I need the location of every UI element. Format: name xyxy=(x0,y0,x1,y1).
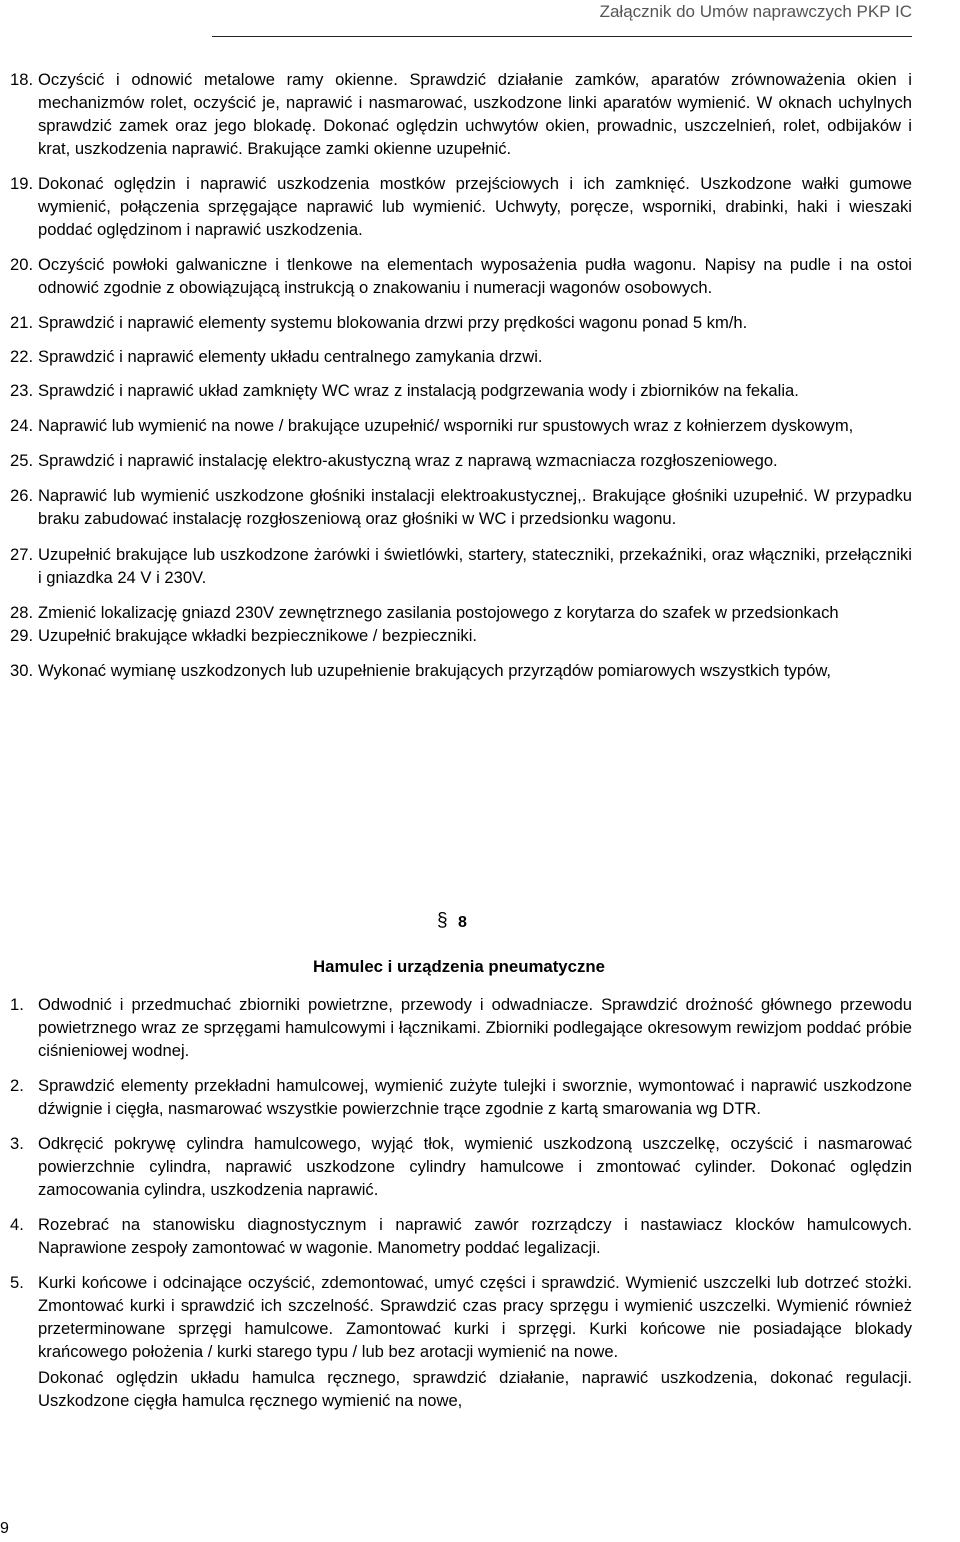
item-number: 22. xyxy=(10,347,34,366)
item-text: Sprawdzić i naprawić elementy systemu blokowania drzwi przy prędkości wagonu ponad 5 km/h. xyxy=(38,313,748,332)
item-text: Sprawdzić i naprawić elementy układu centralnego zamykania drzwi. xyxy=(38,347,543,366)
item-text: Oczyścić i odnowić metalowe ramy okienne. Sprawdzić działanie zamków, aparatów zrównoważenia okien i mechanizmów rolet, oczyścić je, naprawić i nasmarować, uszkodzone linki aparatów wymienić. W oknach uchylnych sprawdzić zamek oraz jego blokadę. Dokonać oględzin uchwytów okien, prowadnic, uszczelnień, rolet, odbijaków i krat, uszkodzenia naprawić. Brakujące zamki okienne uzupełnić. xyxy=(38,70,912,158)
item-number: 20. xyxy=(10,255,34,274)
item-number: 28. xyxy=(10,603,34,622)
item-number: 26. xyxy=(10,486,34,505)
list-item xyxy=(0,345,960,368)
list-item xyxy=(0,253,960,299)
item-text: Sprawdzić i naprawić instalację elektro-akustyczną wraz z naprawą wzmacniacza rozgłoszeniowego. xyxy=(38,451,778,470)
item-number: 23. xyxy=(10,381,34,400)
item-number: 30. xyxy=(10,661,34,680)
item-text: Dokonać oględzin i naprawić uszkodzenia mostków przejściowych i ich zamknięć. Uszkodzone wałki gumowe wymienić, połączenia sprzęgające naprawić lub wymienić. Uchwyty, poręcze, wsporniki, drabinki, haki i wieszaki poddać oględzinom i naprawić uszkodzenia. xyxy=(38,174,912,239)
item-number: 19. xyxy=(10,174,34,193)
item-number: 3. xyxy=(10,1134,24,1153)
item-text: Naprawić lub wymienić na nowe / brakujące uzupełnić/ wsporniki rur spustowych wraz z kołnierzem dyskowym, xyxy=(38,416,854,435)
list-item xyxy=(0,484,960,530)
task-list-top xyxy=(0,68,960,682)
list-item xyxy=(0,379,960,402)
item-text: Rozebrać na stanowisku diagnostycznym i naprawić zawór rozrządczy i nastawiacz klocków hamulcowych. Naprawione zespoły zamontować w wagonie. Manometry poddać legalizacji. xyxy=(38,1215,912,1257)
item-number: 29. xyxy=(10,626,34,645)
list-item xyxy=(0,1132,960,1201)
document-body-lower xyxy=(0,993,960,1412)
item-text: Odwodnić i przedmuchać zbiorniki powietrzne, przewody i odwadniacze. Sprawdzić drożność głównego przewodu powietrznego wraz ze sprzęgami hamulcowymi i łącznikami. Zbiorniki podlegające okresowym rewizjom poddać próbie ciśnieniowej wodnej. xyxy=(38,995,912,1060)
list-item xyxy=(0,543,960,589)
item-text: Dokonać oględzin układu hamulca ręcznego, sprawdzić działanie, naprawić uszkodzenia, dokonać regulacji. Uszkodzone cięgła hamulca ręcznego wymienić na nowe, xyxy=(38,1368,912,1410)
list-item xyxy=(0,601,960,624)
item-number: 2. xyxy=(10,1076,24,1095)
item-text: Uzupełnić brakujące lub uszkodzone żarówki i świetlówki, startery, stateczniki, przekaźniki, oraz włączniki, przełączniki i gniazdka 24 V i 230V. xyxy=(38,545,912,587)
item-text: Odkręcić pokrywę cylindra hamulcowego, wyjąć tłok, wymienić uszkodzoną uszczelkę, oczyścić i nasmarować powierzchnie cylindra, naprawić uszkodzone cylindry hamulcowe i zmontować cylinder. Dokonać oględzin zamocowania cylindra, uszkodzenia naprawić. xyxy=(38,1134,912,1199)
item-number: 18. xyxy=(10,70,34,89)
list-item xyxy=(0,311,960,334)
list-item xyxy=(0,68,960,160)
document-body xyxy=(0,68,960,682)
item-number: 24. xyxy=(10,416,34,435)
list-item xyxy=(0,1271,960,1363)
list-item xyxy=(0,449,960,472)
list-item xyxy=(0,1213,960,1259)
item-text: Sprawdzić i naprawić układ zamknięty WC wraz z instalacją podgrzewania wody i zbiorników na fekalia. xyxy=(38,381,799,400)
page-number: 9 xyxy=(0,1520,9,1537)
section-number: 8 xyxy=(458,914,467,931)
item-text: Uzupełnić brakujące wkładki bezpiecznikowe / bezpieczniki. xyxy=(38,626,478,645)
list-item xyxy=(0,172,960,241)
list-item xyxy=(0,659,960,682)
list-item xyxy=(0,624,960,647)
list-item xyxy=(0,1074,960,1120)
list-item xyxy=(0,993,960,1062)
item-text: Kurki końcowe i odcinające oczyścić, zdemontować, umyć części i sprawdzić. Wymienić uszczelki lub dotrzeć stożki. Zmontować kurki i sprawdzić ich szczelność. Sprawdzić czas pracy sprzęgu i wymienić uszczelki. Wymienić również przeterminowane sprzęgi hamulcowe. Zamontować kurki i sprzęgi. Kurki końcowe nie posiadające blokady krańcowego położenia / kurki starego typu / lub bez arotacji wymienić na nowe. xyxy=(38,1273,912,1361)
list-item xyxy=(0,414,960,437)
item-number: 4. xyxy=(10,1215,24,1234)
section-symbol: § xyxy=(437,910,448,931)
item-number: 25. xyxy=(10,451,34,470)
item-number: 5. xyxy=(10,1273,24,1292)
item-text: Naprawić lub wymienić uszkodzone głośniki instalacji elektroakustycznej,. Brakujące głośniki uzupełnić. W przypadku braku zabudować instalację rozgłoszeniową oraz głośniki w WC i przedsionku wagonu. xyxy=(38,486,912,528)
item-number: 27. xyxy=(10,545,34,564)
item-text: Oczyścić powłoki galwaniczne i tlenkowe na elementach wyposażenia pudła wagonu. Napisy na pudle i na ostoi odnowić zgodnie z obowiązującą instrukcją o znakowaniu i numeracji wagonów osobowych. xyxy=(38,255,912,297)
item-number: 21. xyxy=(10,313,34,332)
document-header: Załącznik do Umów naprawczych PKP IC xyxy=(212,0,912,37)
list-item xyxy=(0,1366,960,1412)
section-title: Hamulec i urządzenia pneumatyczne xyxy=(313,957,605,976)
item-number: 1. xyxy=(10,995,24,1014)
item-text: Sprawdzić elementy przekładni hamulcowej, wymienić zużyte tulejki i sworznie, wymontować i naprawić uszkodzone dźwignie i cięgła, nasmarować wszystkie powierzchnie trące zgodnie z kartą smarowania wg DTR. xyxy=(38,1076,912,1118)
item-text: Zmienić lokalizację gniazd 230V zewnętrznego zasilania postojowego z korytarza do szafek w przedsionkach xyxy=(38,603,839,622)
item-text: Wykonać wymianę uszkodzonych lub uzupełnienie brakujących przyrządów pomiarowych wszystkich typów, xyxy=(38,661,832,680)
task-list-bottom xyxy=(0,993,960,1412)
